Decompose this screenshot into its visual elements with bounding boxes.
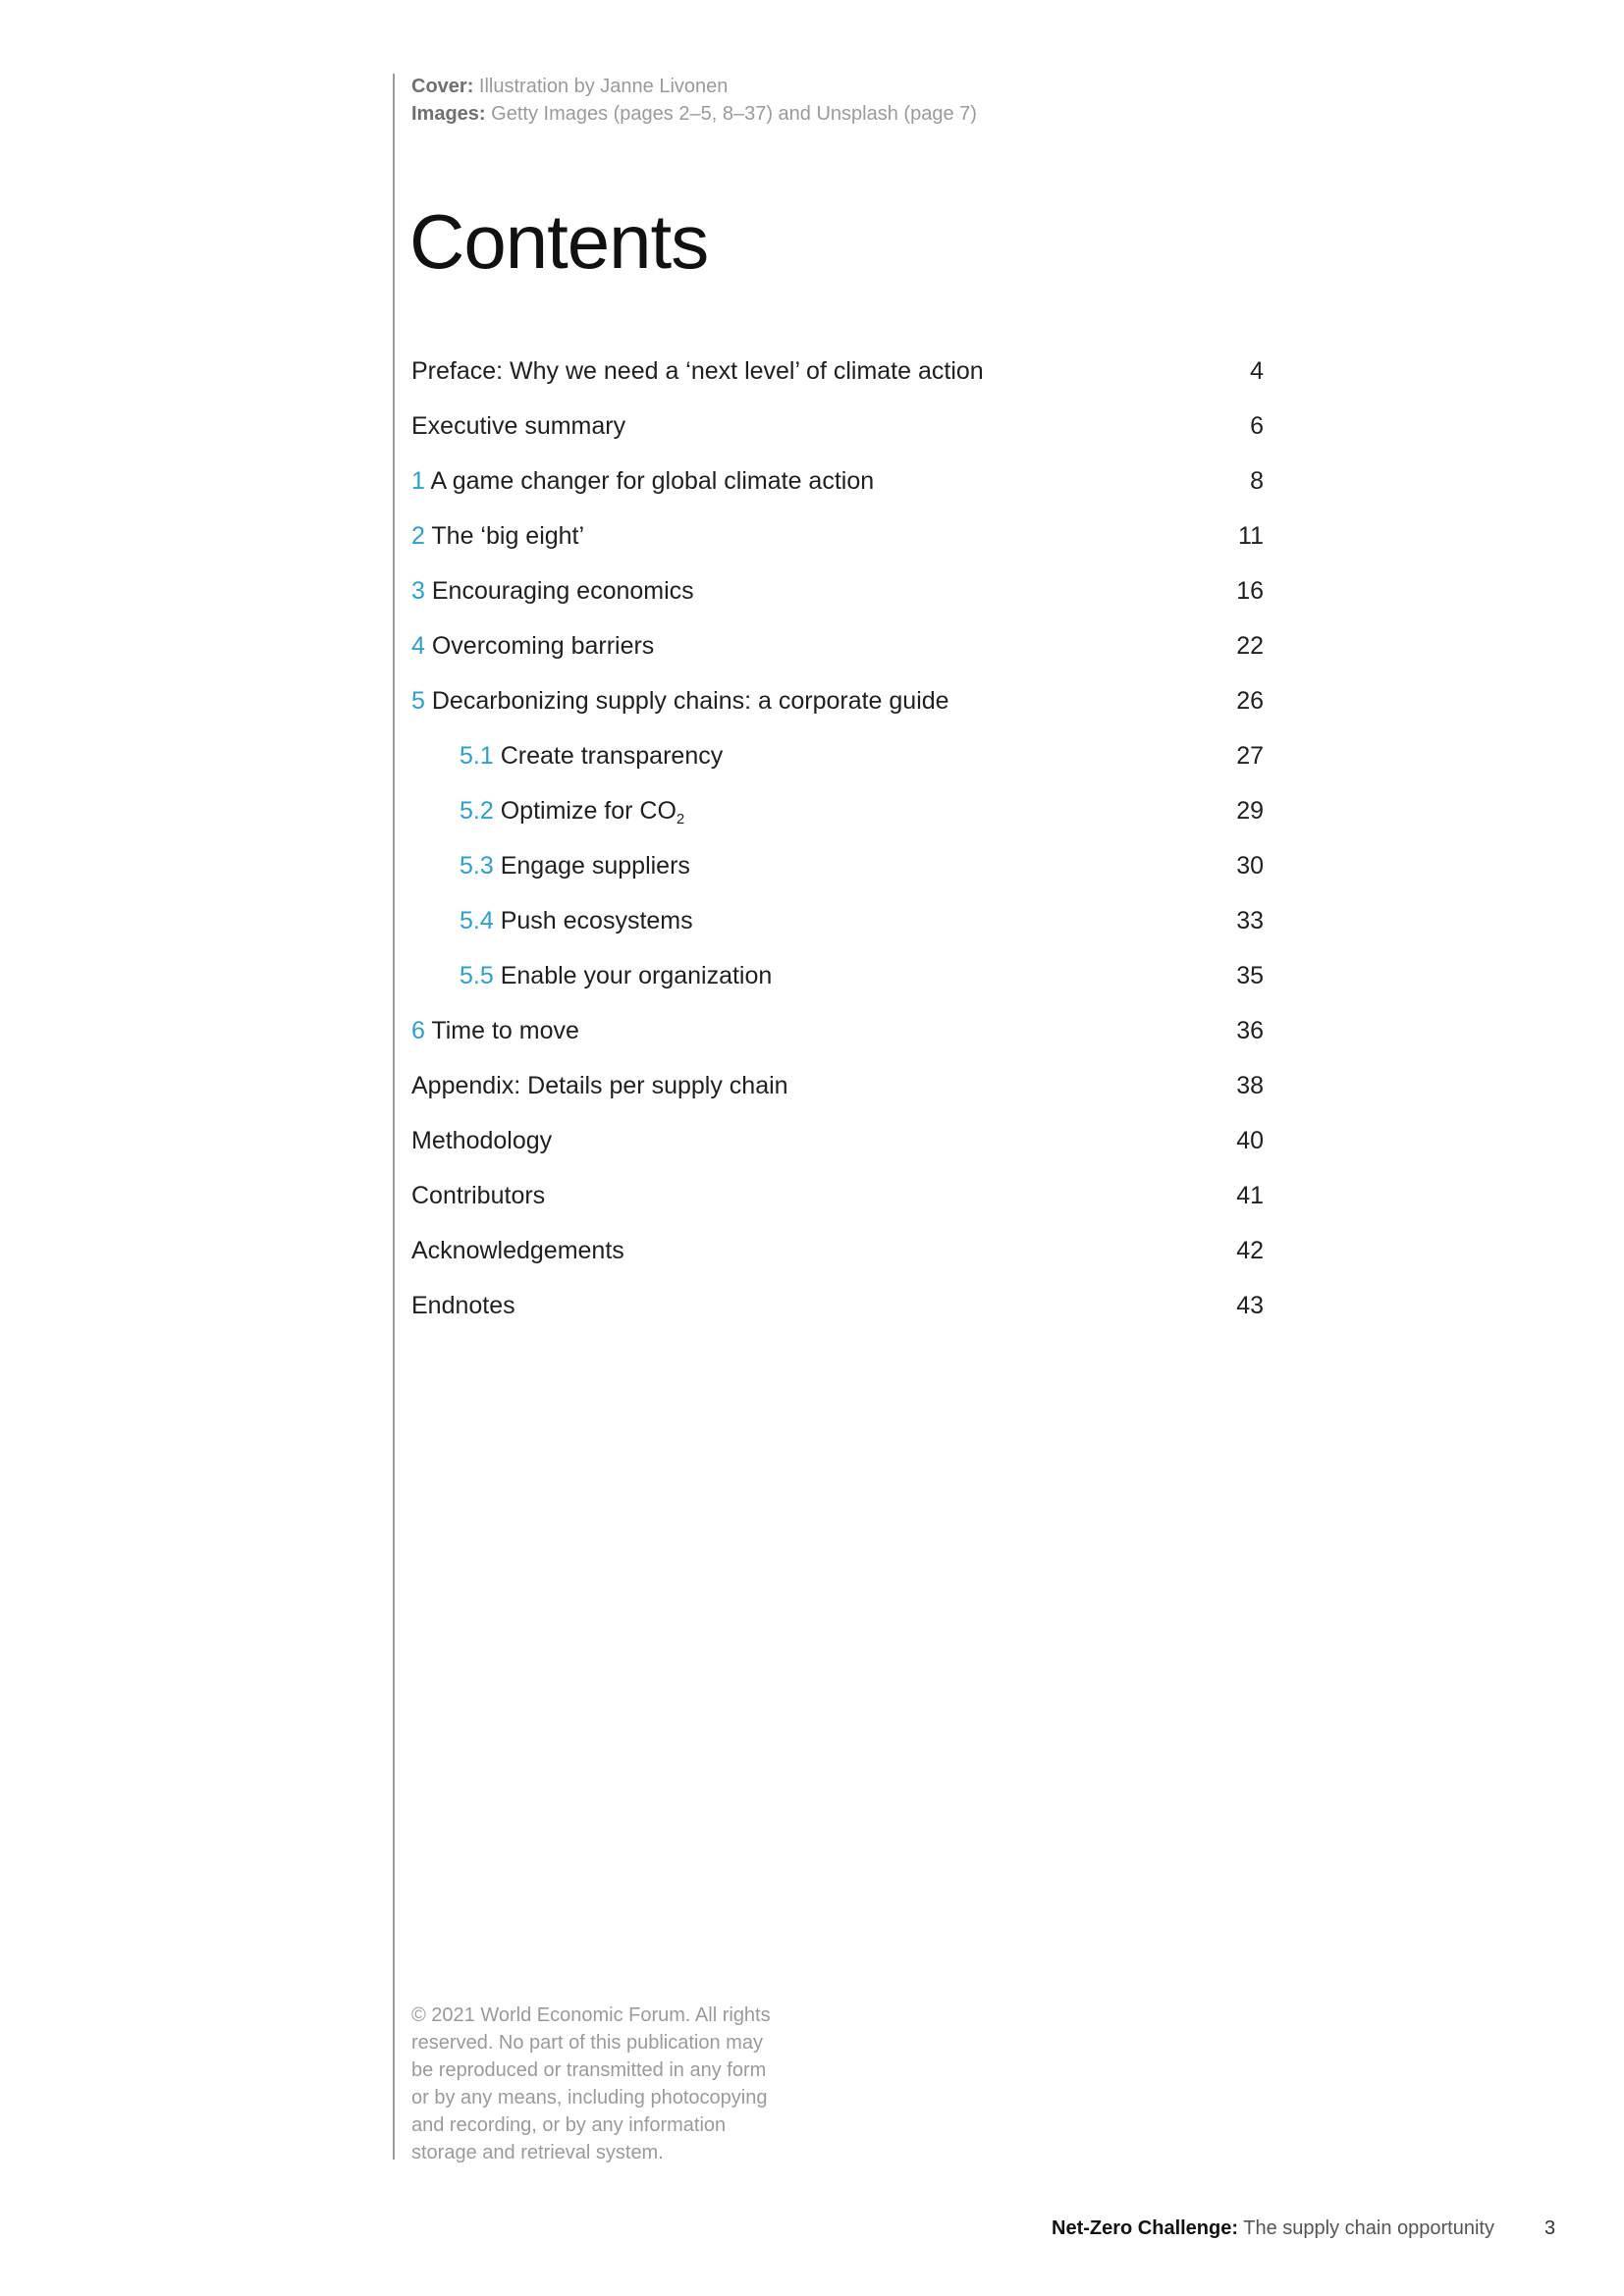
toc-page: 27 [1236,742,1264,770]
toc-number: 6 [411,1017,425,1044]
toc-label: A game changer for global climate action [430,467,875,495]
toc-label: Optimize for CO [500,797,677,825]
toc-item-contributors[interactable] [411,1173,1264,1228]
toc-item-chapter-2[interactable] [411,513,1264,568]
page-title: Contents [409,198,709,285]
toc-label: Endnotes [411,1292,515,1319]
page-number: 3 [1544,2217,1556,2239]
image-credits [411,73,977,128]
toc-label: The ‘big eight’ [431,522,585,550]
toc-item-executive-summary[interactable] [411,403,1264,458]
toc-item-chapter-5[interactable] [411,678,1264,733]
copyright-line: and recording, or by any information [411,2114,727,2136]
footer-title-bold: Net-Zero Challenge: [1052,2217,1239,2239]
toc-number: 5.1 [460,742,494,770]
toc-label: Push ecosystems [500,907,693,934]
copyright-notice [411,2002,804,2166]
toc-page: 30 [1236,852,1264,880]
toc-page: 29 [1236,797,1264,825]
toc-page: 8 [1250,467,1264,495]
toc-item-section-5-1[interactable] [411,733,1264,788]
toc-item-acknowledgements[interactable] [411,1228,1264,1283]
toc-label: Create transparency [500,742,724,770]
toc-item-section-5-5[interactable] [411,953,1264,1008]
margin-rule [393,74,395,2160]
toc-number: 5.3 [460,852,494,880]
toc-label: Executive summary [411,412,626,440]
toc-item-chapter-1[interactable] [411,458,1264,513]
toc-page: 40 [1236,1127,1264,1154]
toc-label: Preface: Why we need a ‘next level’ of climate action [411,357,984,385]
toc-number: 5.5 [460,962,494,989]
toc-page: 16 [1236,577,1264,605]
toc-item-chapter-3[interactable] [411,568,1264,623]
footer-title: The supply chain opportunity [1243,2217,1494,2239]
toc-number: 4 [411,632,425,660]
cover-credit: Cover: Illustration by Janne Livonen [411,76,729,97]
toc-label: Appendix: Details per supply chain [411,1072,788,1099]
copyright-line: reserved. No part of this publication may [411,2032,763,2054]
copyright-line: © 2021 World Economic Forum. All rights [411,2004,771,2026]
toc-number: 1 [411,467,425,495]
toc-label: Overcoming barriers [431,632,655,660]
toc-number: 5 [411,687,425,715]
toc-label: Methodology [411,1127,553,1154]
table-of-contents [411,348,1264,1338]
running-footer [1052,2215,1494,2242]
toc-number: 5.2 [460,797,494,825]
toc-page: 11 [1238,522,1264,550]
toc-page: 38 [1236,1072,1264,1099]
toc-label: Time to move [431,1017,579,1044]
toc-label: Acknowledgements [411,1237,624,1264]
toc-item-section-5-4[interactable] [411,898,1264,953]
toc-label-subscript: 2 [676,811,685,828]
toc-page: 36 [1236,1017,1264,1044]
toc-page: 41 [1236,1182,1264,1209]
toc-item-chapter-4[interactable] [411,623,1264,678]
toc-item-preface[interactable] [411,348,1264,403]
toc-label: Engage suppliers [500,852,690,880]
toc-label: Contributors [411,1182,546,1209]
toc-page: 6 [1250,412,1264,440]
toc-label: Enable your organization [500,962,773,989]
images-credit: Images: Getty Images (pages 2–5, 8–37) and Unsplash (page 7) [411,103,977,125]
toc-item-appendix[interactable] [411,1063,1264,1118]
toc-page: 33 [1236,907,1264,934]
toc-number: 3 [411,577,425,605]
copyright-line: or by any means, including photocopying [411,2087,768,2109]
copyright-line: storage and retrieval system. [411,2142,664,2163]
toc-page: 22 [1236,632,1264,660]
toc-label: Decarbonizing supply chains: a corporate guide [431,687,949,715]
toc-page: 26 [1236,687,1264,715]
toc-number: 2 [411,522,425,550]
toc-page: 42 [1236,1237,1264,1264]
copyright-line: be reproduced or transmitted in any form [411,2059,767,2081]
toc-item-section-5-3[interactable] [411,843,1264,898]
toc-item-chapter-6[interactable] [411,1008,1264,1063]
toc-number: 5.4 [460,907,494,934]
toc-item-section-5-2[interactable] [411,788,1264,843]
toc-item-methodology[interactable] [411,1118,1264,1173]
toc-page: 35 [1236,962,1264,989]
toc-item-endnotes[interactable] [411,1283,1264,1338]
toc-page: 4 [1250,357,1264,385]
toc-page: 43 [1236,1292,1264,1319]
toc-label: Encouraging economics [431,577,694,605]
